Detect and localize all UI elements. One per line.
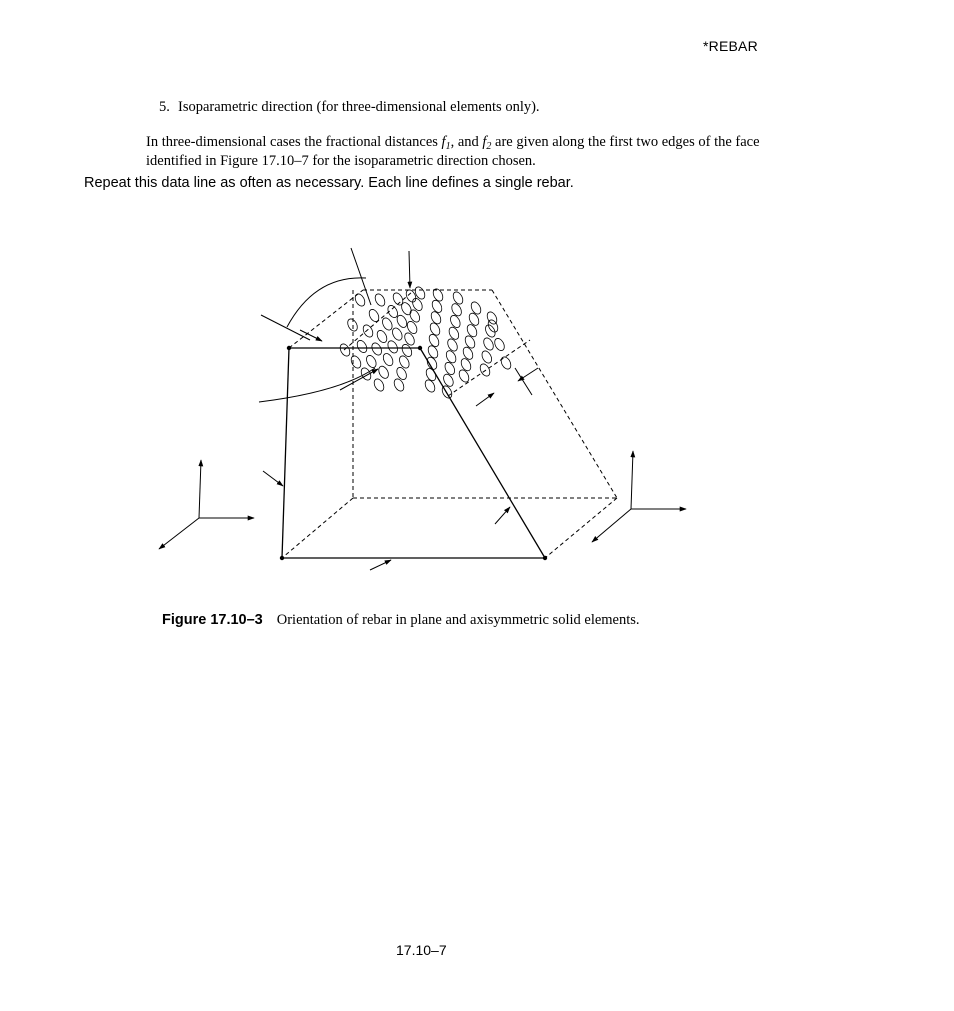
paragraph-text-3: are given along the first two edges of the face identified in Figure 17.10–7 for the isoparametric direction chosen. — [146, 134, 760, 169]
rebar-coil-loop — [429, 310, 443, 325]
rebar-coil-loop — [446, 337, 460, 352]
page-number: 17.10–7 — [396, 942, 447, 958]
rebar-coil-loop — [424, 367, 438, 382]
element-nodes — [280, 346, 547, 560]
rebar-coil-loop — [449, 314, 463, 329]
rebar-coil-loop — [428, 321, 442, 336]
rebar-coil-loop — [480, 349, 494, 364]
rebar-coil-loop — [450, 302, 464, 317]
rebar-coil-loop — [349, 354, 363, 369]
list-item-number: 5. — [159, 99, 170, 115]
rebar-coil-loop — [478, 362, 492, 377]
axes-right — [592, 451, 686, 542]
rebar-coil-loop — [377, 365, 391, 380]
rebar-coil-loop — [391, 291, 405, 306]
rebar-coils — [338, 285, 513, 399]
rebar-coil-loop — [499, 355, 513, 370]
rebar-coil-loop — [430, 299, 444, 314]
rebar-coil-loop — [373, 292, 387, 307]
rebar-coil-loop — [365, 354, 379, 369]
visible-edges — [282, 348, 545, 558]
rebar-coil-loop — [427, 333, 441, 348]
axes-left — [159, 460, 254, 549]
rebar-coil-loop — [372, 377, 386, 392]
rebar-coil-loop — [381, 352, 395, 367]
annotation-lines — [259, 248, 532, 402]
rebar-coil-loop — [425, 356, 439, 371]
rebar-coil-loop — [447, 326, 461, 341]
rebar-coil-loop — [442, 373, 456, 388]
rebar-coil-loop — [391, 326, 405, 341]
rebar-coil-loop — [381, 316, 395, 331]
rebar-coil-loop — [355, 339, 369, 354]
repeat-note: Repeat this data line as often as necessary. Each line defines a single rebar. — [84, 175, 574, 191]
figure-caption-label: Figure 17.10–3 — [162, 612, 263, 628]
rebar-coil-loop — [426, 344, 440, 359]
rebar-coil-loop — [444, 349, 458, 364]
rebar-coil-loop — [386, 339, 400, 354]
f1-symbol: $f_1$ — [441, 134, 451, 152]
rebar-coil-loop — [404, 288, 418, 303]
rebar-coil-loop — [493, 337, 507, 352]
rebar-coil-loop — [484, 323, 498, 338]
figure-caption-text: Orientation of rebar in plane and axisymmetric solid elements. — [276, 612, 640, 628]
rebar-coil-loop — [443, 361, 457, 376]
paragraph-text-1: In three-dimensional cases the fractional distances — [146, 134, 442, 150]
figure-caption — [162, 612, 640, 629]
paragraph-text-2: , and — [450, 134, 483, 150]
rebar-coil-loop — [400, 301, 414, 316]
rebar-coil-loop — [370, 341, 384, 356]
rebar-coil-loop — [451, 290, 465, 305]
rebar-coil-loop — [375, 329, 389, 344]
section-header: *REBAR — [703, 38, 758, 54]
rebar-coil-loop — [482, 336, 496, 351]
rebar-coil-loop — [353, 292, 367, 307]
list-item-text: Isoparametric direction (for three-dimensional elements only). — [178, 99, 540, 115]
f2-symbol: $f_2$ — [482, 134, 492, 152]
rebar-coil-loop — [423, 378, 437, 393]
